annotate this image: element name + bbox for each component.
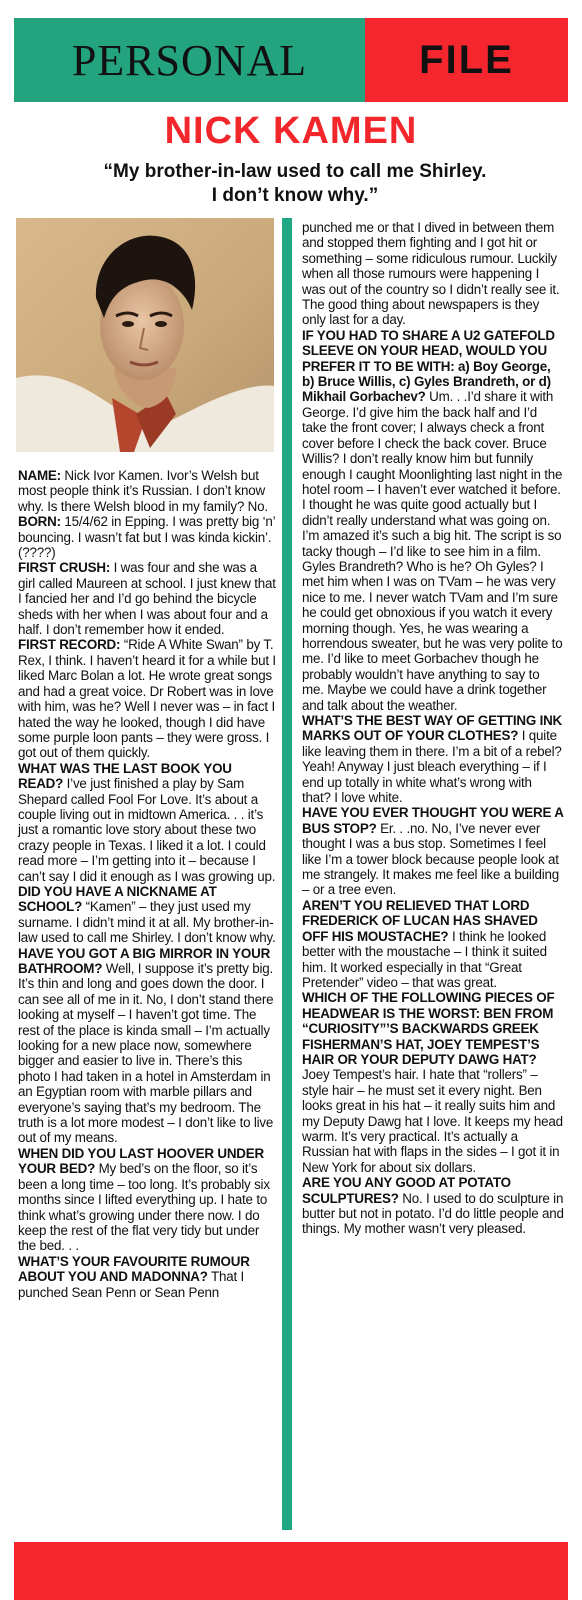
answer-text: I’ve just finished a play by Sam Shepard called Fool For Love. It’s about a couple living out in midtown America. . . it’s just a romantic love story about these two crazy people in Texas. I liked it a lot. I could read more – I’m getting into it – because I can’t say I did it enough as I was growing up. xyxy=(18,776,276,884)
answer-text: punched me or that I dived in between them and stopped them fighting and I got hit or something – some ridiculous rumour. Luckily when all those rumours were happening I was out of the country so I didn’t really see it. The good thing about newspapers is they only last for a day. xyxy=(302,220,560,328)
column-divider xyxy=(282,218,292,1530)
answer-text: That I punched Sean Penn or Sean Penn xyxy=(18,1269,245,1300)
qa-paragraph xyxy=(302,220,564,328)
portrait-photo-image xyxy=(16,218,274,452)
question-text: IF YOU HAD TO SHARE A U2 GATEFOLD SLEEVE ON YOUR HEAD, WOULD YOU PREFER IT TO BE WITH: a) Boy George, b) Bruce Willis, c) Gyles Brandreth, or d) Mikhail Gorbachev? xyxy=(302,327,555,405)
answer-text: “Ride A White Swan” by T. Rex, I think. I haven’t heard it for a while but I liked Marc Bolan a lot. He wrote great songs and had a great voice. Dr Robert was in love with him, was he? Well I never was – in fact I hated the way he looked, though I did have some purple loon pants – they were gross. I got out of them quickly. xyxy=(18,637,276,761)
question-text: WHAT’S YOUR FAVOURITE RUMOUR ABOUT YOU AND MADONNA? xyxy=(18,1253,250,1285)
qa-paragraph xyxy=(18,514,276,560)
question-text: FIRST RECORD: xyxy=(18,637,121,653)
qa-paragraph xyxy=(18,946,276,1146)
question-text: ARE YOU ANY GOOD AT POTATO SCULPTURES? xyxy=(302,1175,511,1206)
qa-paragraph xyxy=(18,637,276,760)
qa-paragraph xyxy=(18,761,276,884)
question-text: HAVE YOU GOT A BIG MIRROR IN YOUR BATHROOM? xyxy=(18,945,271,976)
footer-bar xyxy=(14,1542,568,1600)
page-title: NICK KAMEN xyxy=(164,110,418,152)
qa-paragraph xyxy=(302,898,564,990)
question-text: WHEN DID YOU LAST HOOVER UNDER YOUR BED? xyxy=(18,1145,264,1177)
answer-text: I was four and she was a girl called Maureen at school. I just knew that I fancied her and I’d go behind the bicycle sheds with her when I was about four and a half. I don’t remember how it ended. xyxy=(18,560,276,638)
qa-paragraph xyxy=(18,468,276,514)
pull-quote xyxy=(40,160,550,208)
qa-paragraph xyxy=(302,713,564,805)
header-left-block xyxy=(14,18,365,102)
pull-quote-line-2: I don’t know why.” xyxy=(211,185,379,206)
qa-paragraph xyxy=(302,1175,564,1237)
answer-text: Joey Tempest’s hair. I hate that “rollers” – style hair – he must set it every night. Ben looks great in his hat – it really suits him and my Deputy Dawg hat I love. It keeps my head warm. It’s very practical. It’s actually a Russian hat with flaps in the sides – I got it in New York for about six dollars. xyxy=(302,1067,563,1175)
answer-text: I think he looked better with the moustache – I think it suited him. It worked especially in that “Great Pretender” video – that was great. xyxy=(302,928,547,990)
right-text-column xyxy=(302,220,564,1237)
question-text: FIRST CRUSH: xyxy=(18,560,111,576)
question-text: BORN: xyxy=(18,514,61,530)
question-text: DID YOU HAVE A NICKNAME AT SCHOOL? xyxy=(18,883,217,915)
header-left-label: PERSONAL xyxy=(71,35,308,85)
answer-text: Um. . .I’d share it with George. I’d give him the back half and I’d take the front cover; I always check a front cover before I check the back cover. Bruce Willis? I don’t really know him but funnily enough I caught Moonlighting last night in the hotel room – I haven’t ever watched it before. I thought he was quite good actually but I didn’t really understand what was going on. I’m amazed it’s such a big hit. The script is so tacky though – I’d like to see him in a film. Gyles Brandreth? Who is he? Oh Gyles? I met him when I was on TVam – he was very nice to me. I never watch TVam and I’m sure he could get obnoxious if you watch it every morning though. Yes, he was wearing a horrendous sweater, but he was very polite to me. I’d like to meet Gorbachev though he probably wouldn’t have anything to say to me. Maybe we could have a drink together and talk about the weather. xyxy=(302,389,563,713)
qa-paragraph xyxy=(18,560,276,637)
answer-text: 15/4/62 in Epping. I was pretty big ‘n’ bouncing. I wasn’t fat but I was kinda kickin’.(????) xyxy=(18,514,275,561)
answer-text: Er. . .no. No, I’ve never ever thought I was a bus stop. Sometimes I feel like I’m a tower block because people look at me strangely. It makes me feel like a building – or a tree even. xyxy=(302,820,559,898)
question-text: AREN’T YOU RELIEVED THAT LORD FREDERICK OF LUCAN HAS SHAVED OFF HIS MOUSTACHE? xyxy=(302,897,538,944)
qa-paragraph xyxy=(18,1146,276,1254)
answer-text: No. I used to do sculpture in butter but not in potato. I’d do little people and things. My mother wasn’t very pleased. xyxy=(302,1190,564,1237)
qa-paragraph xyxy=(18,884,276,946)
header-right-label: FILE xyxy=(419,37,514,82)
portrait-photo xyxy=(16,218,274,452)
pull-quote-line-1: “My brother-in-law used to call me Shirley. xyxy=(103,161,487,182)
question-text: WHAT’S THE BEST WAY OF GETTING INK MARKS OUT OF YOUR CLOTHES? xyxy=(302,713,563,744)
answer-text: Nick Ivor Kamen. Ivor’s Welsh but most people think it’s Russian. I don’t know why. Is there Welsh blood in my family? No. xyxy=(18,468,268,514)
header-right-block xyxy=(365,18,568,102)
answer-text: “Kamen” – they just used my surname. I didn’t mind it at all. My brother-in-law used to call me Shirley. I don’t know why. xyxy=(18,899,276,946)
question-text: WHICH OF THE FOLLOWING PIECES OF HEADWEAR IS THE WORST: BEN FROM “CURIOSITY”’S BACKWARDS GREEK FISHERMAN’S HAT, JOEY TEMPEST’S HAIR OR YOUR DEPUTY DAWG HAT? xyxy=(302,990,555,1067)
header-banner xyxy=(14,18,568,102)
qa-paragraph xyxy=(302,990,564,1175)
answer-text: My bed’s on the floor, so it’s been a long time – too long. It’s probably six months since I lifted everything up. I hate to think what’s growing under there now. I do keep the rest of the flat very tidy but under the bed. . . xyxy=(18,1161,270,1254)
left-text-column xyxy=(18,468,276,1300)
qa-paragraph xyxy=(302,328,564,713)
qa-paragraph xyxy=(302,805,564,897)
question-text: NAME: xyxy=(18,468,61,483)
question-text: WHAT WAS THE LAST BOOK YOU READ? xyxy=(18,760,232,792)
answer-text: Well, I suppose it’s pretty big. It’s thin and long and goes down the door. I can see all of me in it. No, I don’t stand there looking at myself – I haven’t got time. The rest of the place is kinda small – I’m actually looking for a new place now, somewhere bigger and easier to live in. There’s this photo I had taken in a hotel in Amsterdam in an Egyptian room with marble pillars and everyone’s saying that’s my bedroom. The truth is a lot more modest – I don’t like to live out of my means. xyxy=(18,961,274,1146)
qa-paragraph xyxy=(18,1254,276,1300)
answer-text: I quite like leaving them in there. I’m a bit of a rebel? Yeah! Anyway I just bleach everything – if I end up totally in white what’s wrong with that? I love white. xyxy=(302,728,562,806)
question-text: HAVE YOU EVER THOUGHT YOU WERE A BUS STOP? xyxy=(302,805,564,836)
